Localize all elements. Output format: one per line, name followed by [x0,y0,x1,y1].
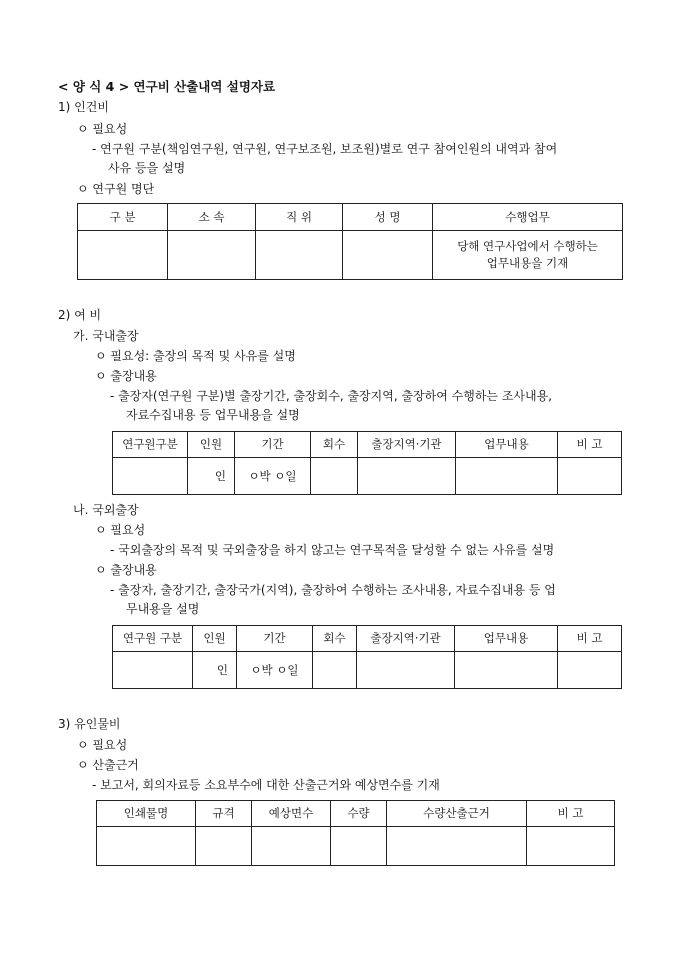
table-cell [558,652,622,689]
header-cell: 구 분 [78,204,168,231]
header-cell: 수행업무 [433,204,623,231]
s1-need-line1: - 연구원 구분(책임연구원, 연구원, 연구보조원, 보조원)별로 연구 참여인원의 내역과 참여 [92,142,558,156]
table-cell [113,652,193,689]
duty-line2: 업무내용을 기재 [486,256,569,270]
researcher-roster-table [77,203,623,280]
table-cell [311,458,358,495]
section2-heading: 2) 여 비 [58,308,102,322]
domestic-trip-table [112,431,622,495]
overseas-content-label: ㅇ 출장내용 [95,563,157,577]
s3-basis-label: ㅇ 산출근거 [77,758,139,772]
header-cell: 인쇄물명 [97,801,196,827]
overseas-need-label: ㅇ 필요성 [95,523,146,537]
header-cell: 예상면수 [252,801,331,827]
s3-basis-line: - 보고서, 회의자료등 소요부수에 대한 산출근거와 예상면수를 기재 [92,778,440,792]
table-cell [168,231,256,280]
header-cell: 수량 [331,801,387,827]
header-cell: 성 명 [343,204,433,231]
header-cell: 소 속 [168,204,256,231]
table-cell [113,458,188,495]
table-cell [527,827,615,866]
period-cell: ㅇ박 ㅇ일 [237,652,313,689]
people-cell: 인 [188,458,235,495]
table-cell [456,458,558,495]
people-cell: 인 [193,652,237,689]
overseas-content-line1: - 출장자, 출장기간, 출장국가(지역), 출장하여 수행하는 조사내용, 자료수집내용 등 업 [110,583,556,597]
section3-heading: 3) 유인물비 [58,717,121,731]
duty-cell [433,231,623,280]
header-cell: 출장지역·기관 [358,432,456,458]
header-cell: 인원 [188,432,235,458]
table-cell [78,231,168,280]
section1-heading: 1) 인건비 [58,100,109,114]
table-cell [387,827,527,866]
table-cell [357,652,455,689]
header-cell: 비 고 [558,626,622,652]
header-cell: 기간 [237,626,313,652]
header-cell: 수량산출근거 [387,801,527,827]
table-cell [252,827,331,866]
header-cell: 연구원구분 [113,432,188,458]
table-cell [97,827,196,866]
printing-cost-table [96,800,615,866]
header-cell: 직 위 [256,204,343,231]
s1-need-line2: 사유 등을 설명 [108,161,186,175]
s3-need-label: ㅇ 필요성 [77,738,128,752]
header-cell: 규격 [196,801,252,827]
overseas-heading: 나. 국외출장 [73,503,139,517]
header-cell: 회수 [313,626,357,652]
table-cell [455,652,558,689]
header-cell: 출장지역·기관 [357,626,455,652]
form-title: < 양 식 4 > 연구비 산출내역 설명자료 [58,79,276,94]
header-cell: 인원 [193,626,237,652]
header-cell: 비 고 [558,432,622,458]
table-cell [331,827,387,866]
table-cell [196,827,252,866]
domestic-content-line2: 자료수집내용 등 업무내용을 설명 [126,408,300,422]
overseas-content-line2: 무내용을 설명 [126,602,200,616]
domestic-need: ㅇ 필요성: 출장의 목적 및 사유를 설명 [95,349,296,363]
header-cell: 비 고 [527,801,615,827]
s1-roster-label: ㅇ 연구원 명단 [77,182,155,196]
period-cell: ㅇ박 ㅇ일 [235,458,311,495]
s1-need-label: ㅇ 필요성 [77,122,128,136]
header-cell: 연구원 구분 [113,626,193,652]
table-cell [256,231,343,280]
header-cell: 업무내용 [456,432,558,458]
overseas-trip-table [112,625,622,689]
domestic-heading: 가. 국내출장 [73,329,139,343]
header-cell: 업무내용 [455,626,558,652]
table-cell [313,652,357,689]
table-cell [358,458,456,495]
table-cell [343,231,433,280]
duty-line1: 당해 연구사업에서 수행하는 [457,239,598,253]
header-cell: 회수 [311,432,358,458]
domestic-content-label: ㅇ 출장내용 [95,369,157,383]
overseas-need-line: - 국외출장의 목적 및 국외출장을 하지 않고는 연구목적을 달성할 수 없는 사유를 설명 [110,543,555,557]
header-cell: 기간 [235,432,311,458]
domestic-content-line1: - 출장자(연구원 구분)별 출장기간, 출장회수, 출장지역, 출장하여 수행하는 조사내용, [110,389,553,403]
table-cell [558,458,622,495]
